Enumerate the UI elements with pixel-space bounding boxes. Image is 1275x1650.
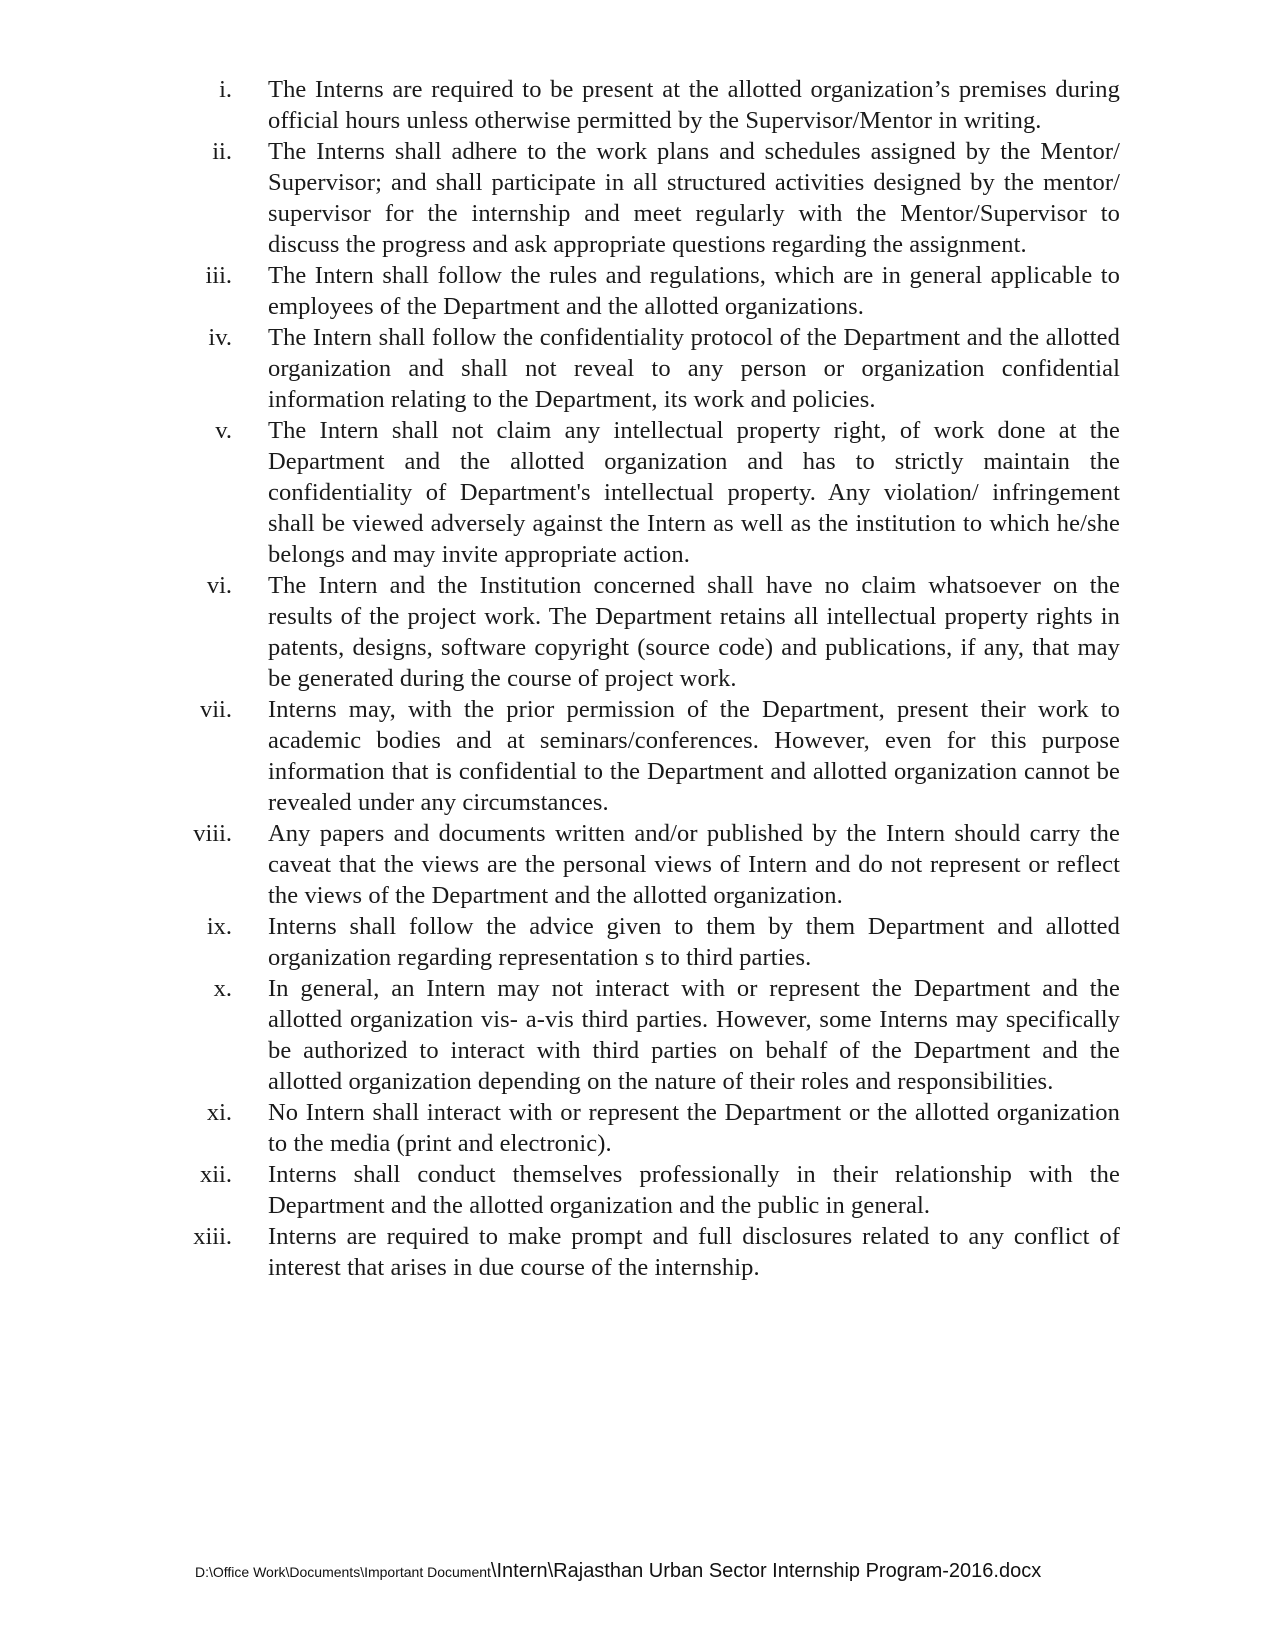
clause-numeral: x. [213,975,232,1002]
clause-numeral: ix. [206,913,232,940]
clause-text: Interns shall conduct themselves professionally in their relationship with the Department and the allotted organization and the public in general. [268,1161,1120,1219]
clause-xiii [185,1221,1120,1283]
clause-ii [185,136,1120,260]
clause-x [185,973,1120,1097]
clause-numeral: iii. [205,262,232,289]
clause-list [185,74,1120,1283]
clause-iii [185,260,1120,322]
clause-ix [185,911,1120,973]
clause-text: The Intern shall not claim any intellectual property right, of work done at the Department and the allotted organization and has to strictly maintain the confidentiality of Department's intellectual property. Any violation/ infringement shall be viewed adversely against the Intern as well as the institution to which he/she belongs and may invite appropriate action. [268,417,1120,568]
clause-text: Interns are required to make prompt and full disclosures related to any conflict of interest that arises in due course of the internship. [268,1223,1120,1281]
clause-text: Interns shall follow the advice given to them by them Department and allotted organization regarding representation s to third parties. [268,913,1120,971]
clause-numeral: v. [215,417,232,444]
clause-numeral: xii. [200,1161,232,1188]
clause-numeral: iv. [208,324,232,351]
clause-xi [185,1097,1120,1159]
clause-text: The Intern shall follow the confidentiality protocol of the Department and the allotted organization and shall not reveal to any person or organization confidential information relating to the Department, its work and policies. [268,324,1120,413]
clause-text: The Interns are required to be present at the allotted organization’s premises during official hours unless otherwise permitted by the Supervisor/Mentor in writing. [268,76,1120,134]
clause-text: The Interns shall adhere to the work plans and schedules assigned by the Mentor/ Supervisor; and shall participate in all structured activities designed by the mentor/ supervisor for the internship and meet regularly with the Mentor/Supervisor to discuss the progress and ask appropriate questions regarding the assignment. [268,138,1120,258]
clause-numeral: viii. [193,820,232,847]
clause-numeral: xi. [206,1099,232,1126]
clause-text: Any papers and documents written and/or published by the Intern should carry the caveat that the views are the personal views of Intern and do not represent or reflect the views of the Department and the allotted organization. [268,820,1120,909]
clause-vi [185,570,1120,694]
clause-iv [185,322,1120,415]
clause-numeral: vi. [206,572,232,599]
clause-numeral: vii. [200,696,232,723]
file-path-prefix: D:\Office Work\Documents\Important Document [195,1564,491,1580]
clause-numeral: i. [219,76,232,103]
clause-v [185,415,1120,570]
clause-text: The Intern shall follow the rules and regulations, which are in general applicable to employees of the Department and the allotted organizations. [268,262,1120,320]
clause-text: Interns may, with the prior permission of the Department, present their work to academic bodies and at seminars/conferences. However, even for this purpose information that is confidential to the Department and allotted organization cannot be revealed under any circumstances. [268,696,1120,816]
clause-numeral: xiii. [193,1223,232,1250]
clause-text: In general, an Intern may not interact with or represent the Department and the allotted organization vis- a-vis third parties. However, some Interns may specifically be authorized to interact with third parties on behalf of the Department and the allotted organization depending on the nature of their roles and responsibilities. [268,975,1120,1095]
clause-i [185,74,1120,136]
clause-numeral: ii. [212,138,232,165]
clause-viii [185,818,1120,911]
clause-text: No Intern shall interact with or represent the Department or the allotted organization to the media (print and electronic). [268,1099,1120,1157]
clause-vii [185,694,1120,818]
file-path-footer [195,1560,1195,1583]
clause-text: The Intern and the Institution concerned shall have no claim whatsoever on the results of the project work. The Department retains all intellectual property rights in patents, designs, software copyright (source code) and publications, if any, that may be generated during the course of project work. [268,572,1120,692]
clause-xii [185,1159,1120,1221]
file-path-suffix: \Intern\Rajasthan Urban Sector Internship Program-2016.docx [490,1560,1042,1582]
